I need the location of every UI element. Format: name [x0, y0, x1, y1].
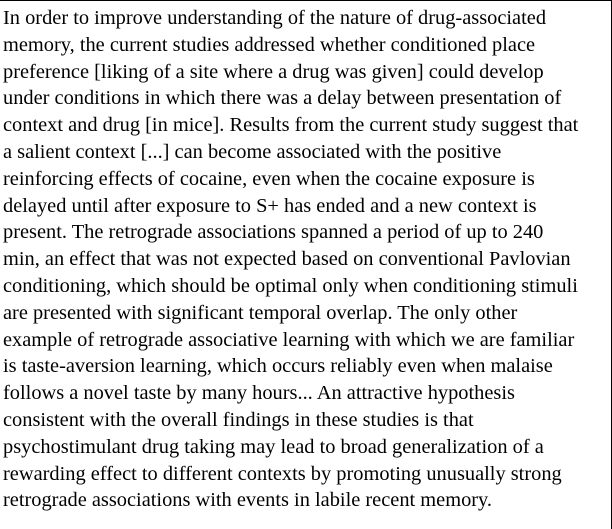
text-line: follows a novel taste by many hours... An attractive hypothesis — [3, 382, 515, 405]
text-line: example of retrograde associative learning with which we are familiar — [3, 328, 575, 351]
text-line: min, an effect that was not expected based on conventional Pavlovian — [3, 248, 571, 271]
text-line: preference [liking of a site where a drug was given] could develop — [3, 60, 544, 83]
text-line: consistent with the overall findings in these studies is that — [3, 408, 474, 431]
text-line: under conditions in which there was a delay between presentation of — [3, 87, 562, 110]
text-line: rewarding effect to different contexts by promoting unusually strong — [3, 462, 562, 485]
text-line: context and drug [in mice]. Results from the current study suggest that — [3, 114, 579, 137]
text-line: reinforcing effects of cocaine, even when the cocaine exposure is — [3, 167, 535, 190]
text-line: psychostimulant drug taking may lead to broad generalization of a — [3, 435, 544, 458]
text-line: a salient context [...] can become associated with the positive — [3, 140, 502, 163]
text-line: retrograde associations with events in labile recent memory. — [3, 489, 493, 512]
text-line: are presented with significant temporal overlap. The only other — [3, 301, 518, 324]
text-line: conditioning, which should be optimal only when conditioning stimuli — [3, 274, 578, 297]
text-line: memory, the current studies addressed whether conditioned place — [3, 33, 536, 56]
text-line: In order to improve understanding of the nature of drug-associated — [3, 7, 547, 29]
text-line: delayed until after exposure to S+ has ended and a new context is — [3, 194, 537, 217]
quoted-paragraph — [3, 5, 609, 514]
text-line: present. The retrograde associations spanned a period of up to 240 — [3, 221, 544, 244]
text-line: is taste-aversion learning, which occurs reliably even when malaise — [3, 355, 553, 378]
